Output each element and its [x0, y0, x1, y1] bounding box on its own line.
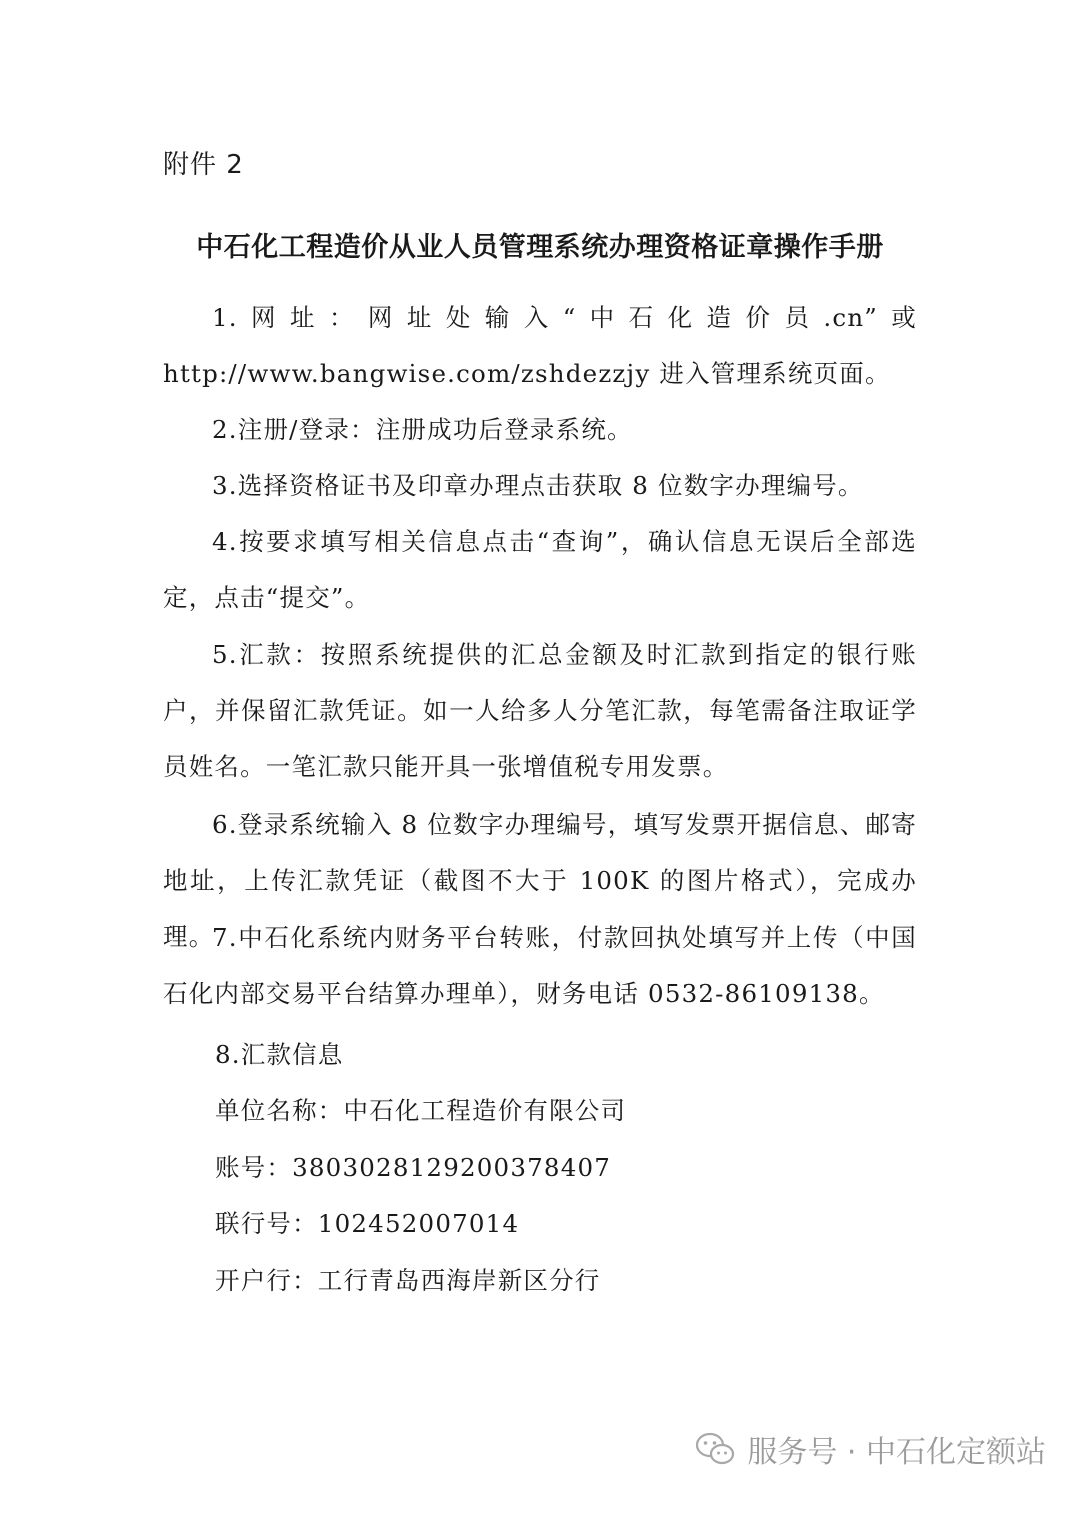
step-text: 2.注册/登录：注册成功后登录系统。: [212, 415, 633, 444]
unit-name: 单位名称：中石化工程造价有限公司: [215, 1096, 627, 1125]
watermark: [695, 1427, 1046, 1471]
step-3-paragraph: [163, 458, 917, 514]
step-7-paragraph: [163, 910, 917, 1022]
account-number: 账号：3803028129200378407: [215, 1153, 612, 1182]
step-5-paragraph: [163, 627, 917, 795]
step-1-paragraph: [163, 290, 917, 402]
document-title: 中石化工程造价从业人员管理系统办理资格证章操作手册: [196, 232, 884, 263]
remittance-heading: 8.汇款信息: [215, 1040, 344, 1069]
wechat-icon: [695, 1432, 735, 1466]
step-4-paragraph: [163, 514, 917, 626]
step-text: 6.登录系统输入 8 位数字办理编号，填写发票开据信息、邮寄地址，上传汇款凭证（截图不大于 100K 的图片格式），完成办理。: [163, 810, 917, 951]
step-text: 7.中石化系统内财务平台转账，付款回执处填写并上传（中国石化内部交易平台结算办理单），财务电话 0532-86109138。: [163, 923, 917, 1008]
step-text: 3.选择资格证书及印章办理点击获取 8 位数字办理编号。: [212, 471, 864, 500]
step-text: 1.网址：网址处输入“中石化造价员.cn”或 http://www.bangwise.com/zshdezzjy 进入管理系统页面。: [163, 303, 917, 388]
bank-code: 联行号：102452007014: [215, 1209, 520, 1238]
step-2-paragraph: [163, 402, 917, 458]
step-text: 5.汇款：按照系统提供的汇总金额及时汇款到指定的银行账户，并保留汇款凭证。如一人给多人分笔汇款，每笔需备注取证学员姓名。一笔汇款只能开具一张增值税专用发票。: [163, 640, 917, 781]
attachment-label: 附件 2: [163, 150, 244, 180]
bank-branch: 开户行：工行青岛西海岸新区分行: [215, 1266, 601, 1295]
step-text: 4.按要求填写相关信息点击“查询”，确认信息无误后全部选定，点击“提交”。: [163, 527, 917, 612]
watermark-text: 服务号 · 中石化定额站: [747, 1435, 1046, 1470]
